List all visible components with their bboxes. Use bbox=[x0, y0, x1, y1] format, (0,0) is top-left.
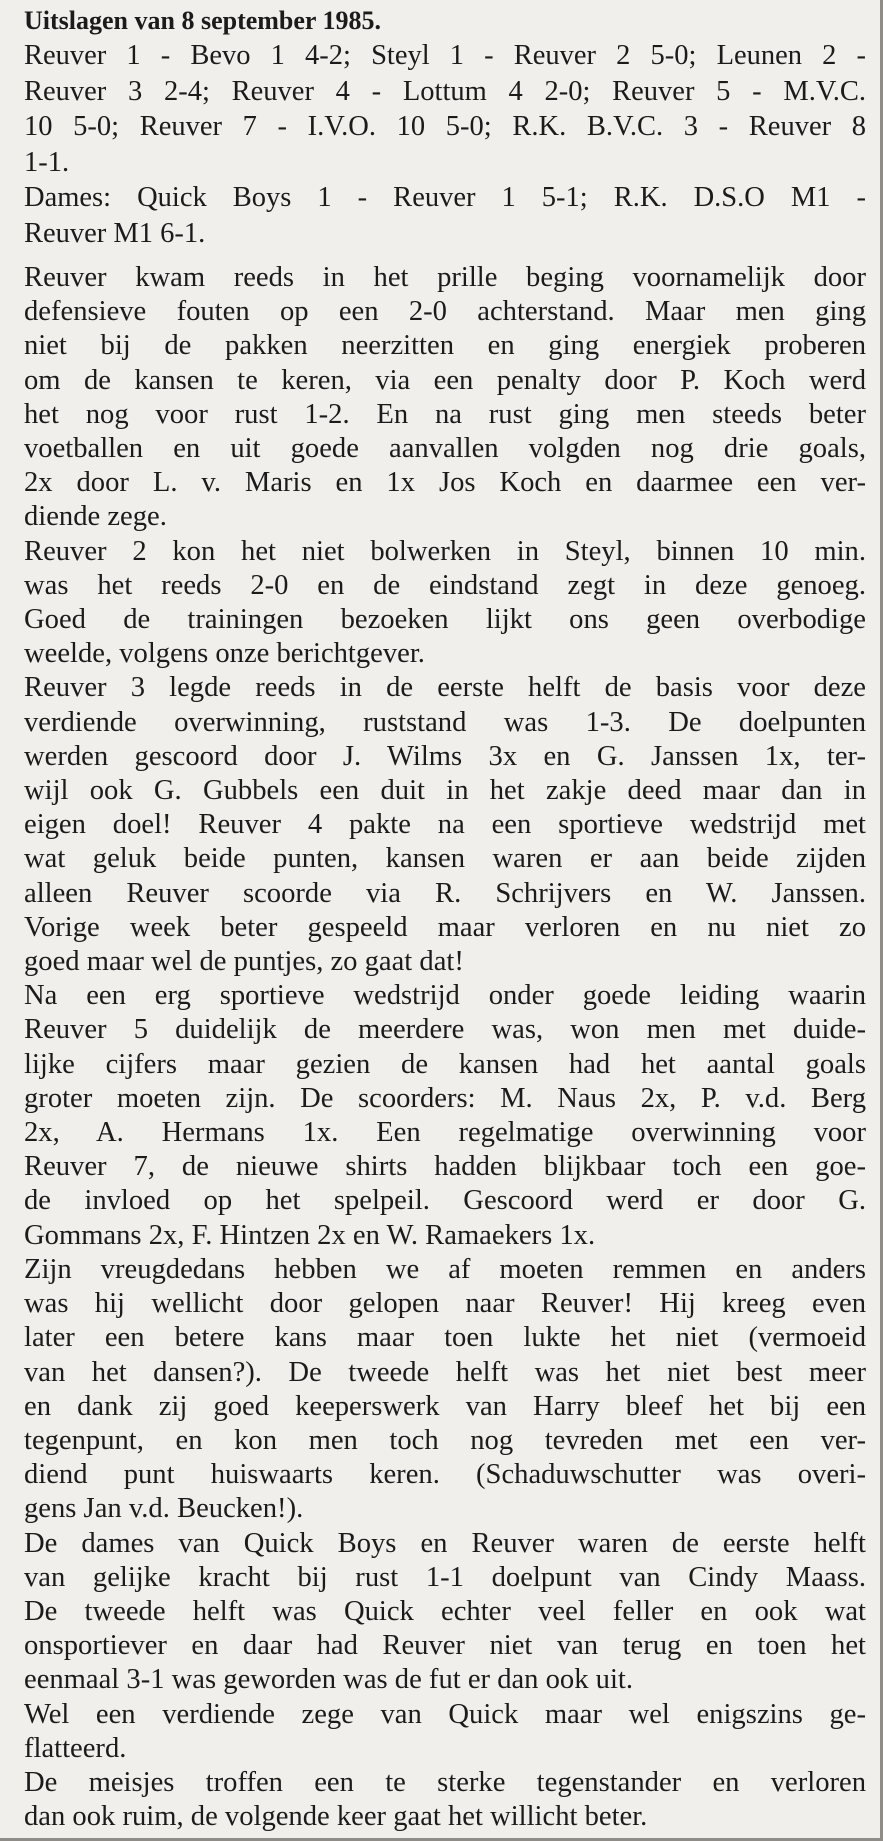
article-line: Reuver kwam reeds in het prille beging voornamelijk door bbox=[24, 262, 866, 293]
article-paragraph bbox=[24, 671, 866, 979]
article-line: alleen Reuver scoorde via R. Schrijvers en W. Janssen. bbox=[24, 877, 866, 909]
results-line: 10 5-0; Reuver 7 - I.V.O. 10 5-0; R.K. B.V.C. 3 - Reuver 8 bbox=[24, 111, 866, 142]
article-line: van gelijke kracht bij rust 1-1 doelpunt van Cindy Maass. bbox=[24, 1561, 866, 1593]
article-line: diende zege. bbox=[24, 501, 167, 533]
article-line: Reuver 3 legde reeds in de eerste helft de basis voor deze bbox=[24, 672, 866, 704]
article-line: Reuver 2 kon het niet bolwerken in Steyl, binnen 10 min. bbox=[24, 535, 866, 567]
article-line: Zijn vreugdedans hebben we af moeten remmen en anders bbox=[24, 1253, 866, 1285]
article-line: verdiende overwinning, ruststand was 1-3. De doelpunten bbox=[24, 706, 866, 738]
article-paragraph bbox=[24, 1527, 866, 1698]
article-paragraph bbox=[24, 1698, 866, 1766]
article-line: Gommans 2x, F. Hintzen 2x en W. Ramaekers 1x. bbox=[24, 1219, 596, 1251]
article-line: Wel een verdiende zege van Quick maar wel enigszins ge- bbox=[24, 1698, 866, 1730]
article-line: eenmaal 3-1 was geworden was de fut er dan ook uit. bbox=[24, 1664, 633, 1696]
article-line: en dank zij goed keeperswerk van Harry bleef het bij een bbox=[24, 1390, 866, 1422]
article-line: het nog voor rust 1-2. En na rust ging men steeds beter bbox=[24, 398, 866, 430]
results-line: Dames: Quick Boys 1 - Reuver 1 5-1; R.K. D.S.O M1 - bbox=[24, 182, 866, 213]
article-line: de invloed op het spelpeil. Gescoord werd er door G. bbox=[24, 1185, 866, 1217]
article-line: was het reeds 2-0 en de eindstand zegt in deze genoeg. bbox=[24, 569, 866, 601]
article-line: De meisjes troffen een te sterke tegenstander en verloren bbox=[24, 1766, 866, 1798]
article-line: defensieve fouten op een 2-0 achterstand. Maar men ging bbox=[24, 296, 866, 328]
article-line: later een betere kans maar toen lukte het niet (vermoeid bbox=[24, 1322, 866, 1354]
article-line: om de kansen te keren, via een penalty door P. Koch werd bbox=[24, 364, 866, 396]
article-paragraph bbox=[24, 1253, 866, 1527]
article-line: gens Jan v.d. Beucken!). bbox=[24, 1493, 304, 1525]
article-line: Vorige week beter gespeeld maar verloren en nu niet zo bbox=[24, 911, 866, 943]
article-line: flatteerd. bbox=[24, 1732, 127, 1764]
article-line: voetballen en uit goede aanvallen volgden nog drie goals, bbox=[24, 433, 866, 465]
article-line: wijl ook G. Gubbels een duit in het zakje deed maar dan in bbox=[24, 775, 866, 807]
article-line: De tweede helft was Quick echter veel feller en ook wat bbox=[24, 1595, 866, 1627]
article-body bbox=[24, 261, 866, 1834]
article-line: eigen doel! Reuver 4 pakte na een sportieve wedstrijd met bbox=[24, 809, 866, 841]
results-line: Reuver M1 6-1. bbox=[24, 217, 206, 249]
article-line: Reuver 5 duidelijk de meerdere was, won men met duide- bbox=[24, 1014, 866, 1046]
article-line: diend punt huiswaarts keren. (Schaduwschutter was overi- bbox=[24, 1459, 866, 1491]
women-results bbox=[24, 180, 866, 251]
article-paragraph bbox=[24, 535, 866, 672]
results-line: Reuver 3 2-4; Reuver 4 - Lottum 4 2-0; Reuver 5 - M.V.C. bbox=[24, 75, 866, 107]
results-line: 1-1. bbox=[24, 146, 70, 178]
men-results bbox=[24, 38, 866, 180]
article-line: 2x door L. v. Maris en 1x Jos Koch en daarmee een ver- bbox=[24, 467, 866, 499]
results-block bbox=[24, 38, 866, 251]
article-line: Na een erg sportieve wedstrijd onder goede leiding waarin bbox=[24, 980, 866, 1012]
article-line: lijke cijfers maar gezien de kansen had het aantal goals bbox=[24, 1048, 866, 1080]
article-paragraph bbox=[24, 261, 866, 535]
article-title: Uitslagen van 8 september 1985. bbox=[24, 6, 382, 35]
article-line: goed maar wel de puntjes, zo gaat dat! bbox=[24, 946, 464, 978]
article-line: van het dansen?). De tweede helft was het niet best meer bbox=[24, 1356, 866, 1388]
article-line: was hij wellicht door gelopen naar Reuver! Hij kreeg even bbox=[24, 1288, 866, 1320]
article-line: wat geluk beide punten, kansen waren er aan beide zijden bbox=[24, 843, 866, 875]
results-line: Reuver 1 - Bevo 1 4-2; Steyl 1 - Reuver 2 5-0; Leunen 2 - bbox=[24, 40, 866, 71]
article-line: 2x, A. Hermans 1x. Een regelmatige overwinning voor bbox=[24, 1117, 866, 1149]
article-line: De dames van Quick Boys en Reuver waren de eerste helft bbox=[24, 1527, 866, 1559]
article-paragraph bbox=[24, 1766, 866, 1834]
article-paragraph bbox=[24, 979, 866, 1253]
article-line: dan ook ruim, de volgende keer gaat het willicht beter. bbox=[24, 1801, 648, 1833]
article-line: onsportiever en daar had Reuver niet van terug en toen het bbox=[24, 1630, 866, 1662]
article-line: weelde, volgens onze berichtgever. bbox=[24, 638, 425, 670]
article-line: niet bij de pakken neerzitten en ging energiek proberen bbox=[24, 330, 866, 362]
article-line: tegenpunt, en kon men toch nog tevreden met een ver- bbox=[24, 1424, 866, 1456]
article-line: Reuver 7, de nieuwe shirts hadden blijkbaar toch een goe- bbox=[24, 1151, 866, 1183]
article-line: Goed de trainingen bezoeken lijkt ons geen overbodige bbox=[24, 604, 866, 636]
article-line: werden gescoord door J. Wilms 3x en G. Janssen 1x, ter- bbox=[24, 740, 866, 772]
article-line: groter moeten zijn. De scoorders: M. Naus 2x, P. v.d. Berg bbox=[24, 1082, 866, 1114]
